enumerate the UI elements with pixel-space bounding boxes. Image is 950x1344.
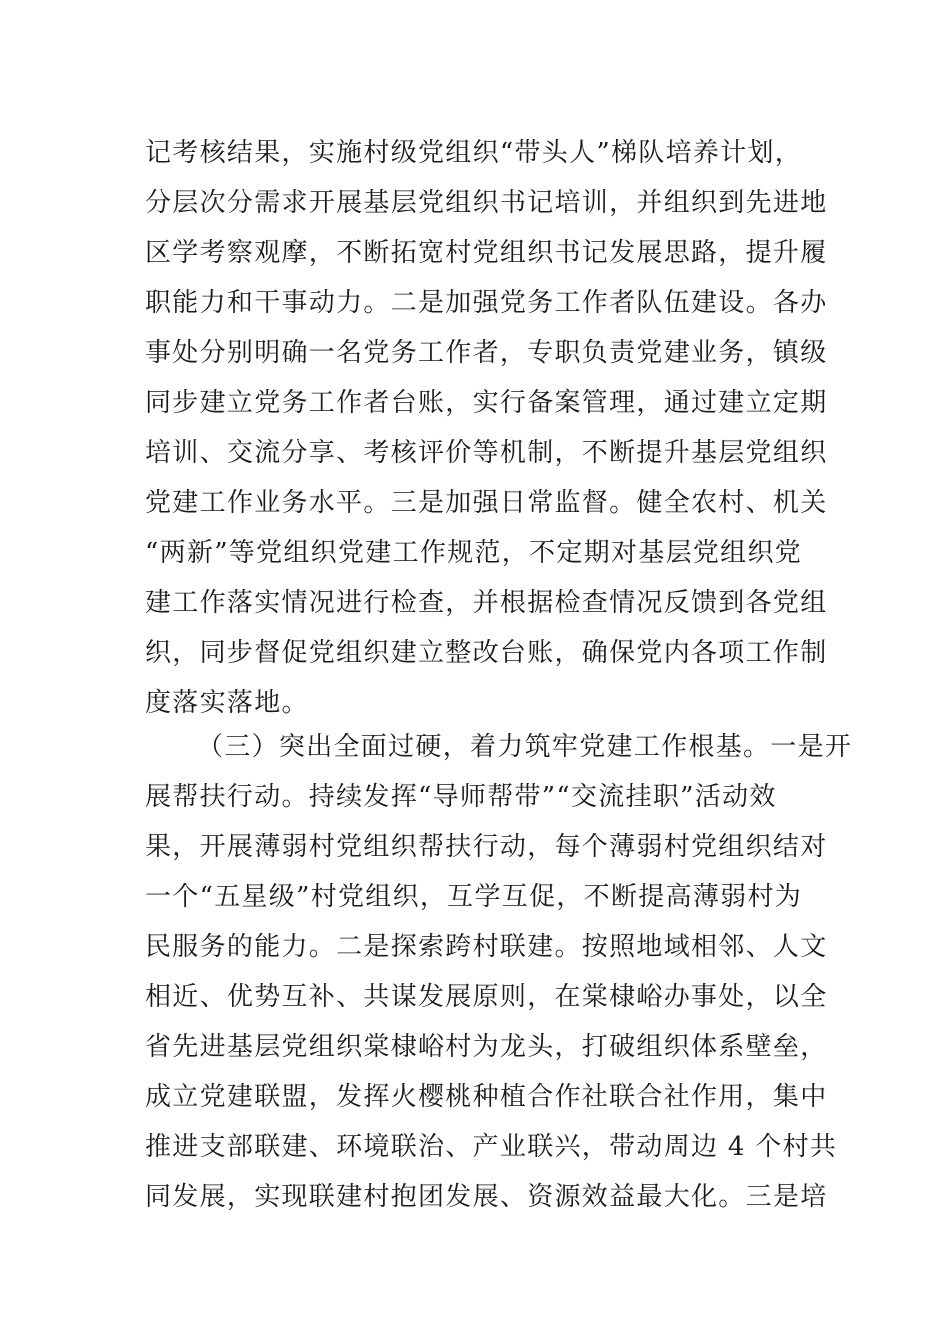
paragraph-2-line-7: 省先进基层党组织棠棣峪村为龙头，打破组织体系壁垒，: [145, 1032, 828, 1062]
paragraph-2-line-5: 民服务的能力。二是探索跨村联建。按照地域相邻、人文: [145, 932, 828, 962]
paragraph-1-line-12: 度落实落地。: [145, 688, 309, 718]
paragraph-2-line-10: 同发展，实现联建村抱团发展、资源效益最大化。三是培: [145, 1182, 828, 1212]
paragraph-1-line-4: 职能力和干事动力。二是加强党务工作者队伍建设。各办: [145, 288, 828, 318]
paragraph-1-line-1: 记考核结果，实施村级党组织“带头人”梯队培养计划，: [145, 138, 803, 168]
paragraph-2-line-1: （三）突出全面过硬，着力筑牢党建工作根基。一是开: [197, 732, 853, 762]
paragraph-1-line-3: 区学考察观摩，不断拓宽村党组织书记发展思路，提升履: [145, 238, 828, 268]
paragraph-1-line-11: 织，同步督促党组织建立整改台账，确保党内各项工作制: [145, 638, 828, 668]
paragraph-2-line-3: 果，开展薄弱村党组织帮扶行动，每个薄弱村党组织结对: [145, 832, 828, 862]
paragraph-1-line-9: “两新”等党组织党建工作规范，不定期对基层党组织党: [145, 538, 803, 568]
paragraph-1-line-6: 同步建立党务工作者台账，实行备案管理，通过建立定期: [145, 388, 828, 418]
paragraph-1-line-7: 培训、交流分享、考核评价等机制，不断提升基层党组织: [145, 438, 828, 468]
paragraph-1-line-5: 事处分别明确一名党务工作者，专职负责党建业务，镇级: [145, 338, 828, 368]
paragraph-1-line-10: 建工作落实情况进行检查，并根据检查情况反馈到各党组: [145, 588, 828, 618]
paragraph-1-line-8: 党建工作业务水平。三是加强日常监督。健全农村、机关: [145, 488, 828, 518]
paragraph-2-line-4: 一个“五星级”村党组织，互学互促，不断提高薄弱村为: [145, 882, 803, 912]
paragraph-2-line-2: 展帮扶行动。持续发挥“导师帮带”“交流挂职”活动效: [145, 782, 777, 812]
paragraph-2-line-6: 相近、优势互补、共谋发展原则，在棠棣峪办事处，以全: [145, 982, 828, 1012]
paragraph-2-line-8: 成立党建联盟，发挥火樱桃种植合作社联合社作用，集中: [145, 1082, 828, 1112]
paragraph-1-line-2: 分层次分需求开展基层党组织书记培训，并组织到先进地: [145, 188, 828, 218]
paragraph-2-line-9: 推进支部联建、环境联治、产业联兴，带动周边 4 个村共: [145, 1132, 838, 1162]
